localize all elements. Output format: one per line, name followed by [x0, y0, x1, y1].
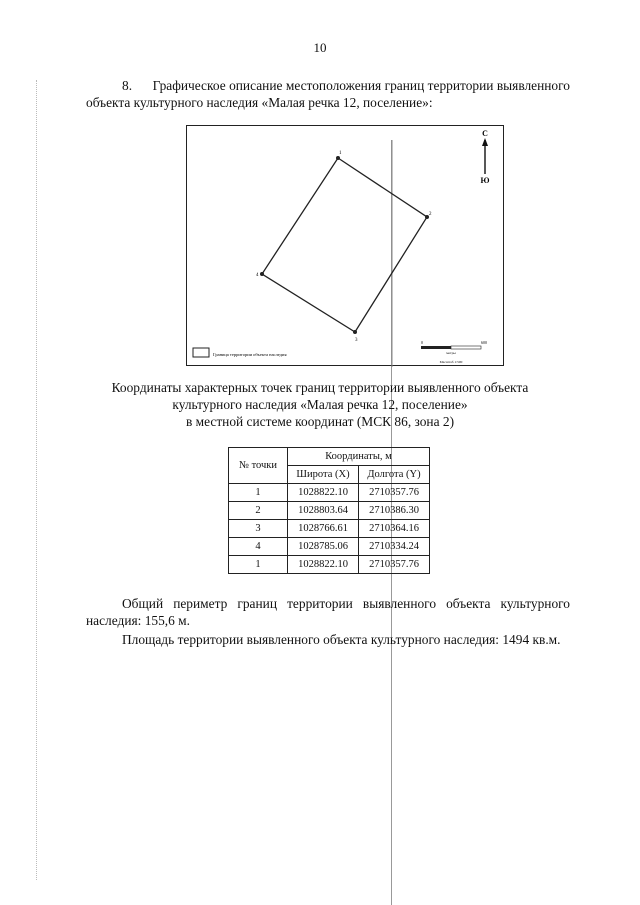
table-title-line-2: культурного наследия «Малая речка 12, поселение» — [172, 397, 468, 412]
scale-unit: метры — [446, 351, 456, 355]
compass-south-label: Ю — [480, 176, 490, 185]
boundary-map-svg — [187, 126, 505, 367]
legend-swatch-icon — [193, 348, 209, 357]
scale-bar-dark — [421, 346, 451, 349]
boundary-point-marker — [353, 330, 357, 334]
cell-y: 2710357.76 — [359, 484, 430, 502]
table-row — [229, 520, 430, 538]
table-row — [229, 538, 430, 556]
boundary-polygon — [262, 158, 427, 332]
cell-y: 2710364.16 — [359, 520, 430, 538]
scale-ratio: Масштаб 1:500 — [439, 360, 463, 364]
boundary-point-marker — [336, 156, 340, 160]
cell-point: 1 — [229, 556, 288, 574]
header-longitude: Долгота (Y) — [359, 466, 430, 484]
table-title-line-3: в местной системе координат (МСК 86, зона 2) — [185, 414, 455, 429]
table-header-row — [229, 448, 430, 466]
cell-x: 1028785.06 — [288, 538, 359, 556]
cell-y: 2710386.30 — [359, 502, 430, 520]
area-paragraph: Площадь территории выявленного объекта культурного наследия: 1494 кв.м. — [122, 632, 561, 647]
table-title-line-1: Координаты характерных точек границ территории выявленного объекта — [111, 380, 529, 395]
table-row — [229, 502, 430, 520]
point-label-4: 4 — [256, 273, 259, 278]
header-latitude: Широта (X) — [288, 466, 359, 484]
scan-artifact-line — [36, 80, 38, 880]
coordinates-table — [228, 447, 430, 574]
table-row — [229, 484, 430, 502]
section-heading — [86, 77, 570, 111]
scale-end: 600 — [481, 340, 487, 345]
cell-x: 1028766.61 — [288, 520, 359, 538]
cell-x: 1028822.10 — [288, 484, 359, 502]
compass-arrowhead-icon — [482, 138, 488, 146]
header-point-number: № точки — [229, 448, 288, 484]
header-coordinates: Координаты, м — [288, 448, 430, 466]
scale-start: 0 — [421, 340, 423, 345]
perimeter-paragraph: Общий периметр границ территории выявленного объекта культурного наследия: 155,6 м. — [86, 596, 570, 628]
cell-point: 1 — [229, 484, 288, 502]
cell-y: 2710357.76 — [359, 556, 430, 574]
cell-x: 1028803.64 — [288, 502, 359, 520]
section-number: 8. — [122, 78, 133, 93]
cell-point: 2 — [229, 502, 288, 520]
table-row — [229, 556, 430, 574]
cell-point: 3 — [229, 520, 288, 538]
point-label-1: 1 — [339, 151, 342, 156]
point-label-3: 3 — [355, 338, 358, 343]
compass-north-label: С — [482, 129, 488, 138]
cell-x: 1028822.10 — [288, 556, 359, 574]
point-label-2: 2 — [429, 212, 432, 217]
section-heading-text: Графическое описание местоположения границ территории выявленного объекта культурного наследия «Малая речка 12, поселение»: — [86, 78, 570, 110]
cell-point: 4 — [229, 538, 288, 556]
boundary-point-marker — [260, 272, 264, 276]
page-number: 10 — [313, 40, 327, 55]
cell-y: 2710334.24 — [359, 538, 430, 556]
legend-text: Граница территории объекта наследия — [213, 352, 287, 357]
boundary-map — [186, 125, 504, 366]
scale-bar-light — [451, 346, 481, 349]
